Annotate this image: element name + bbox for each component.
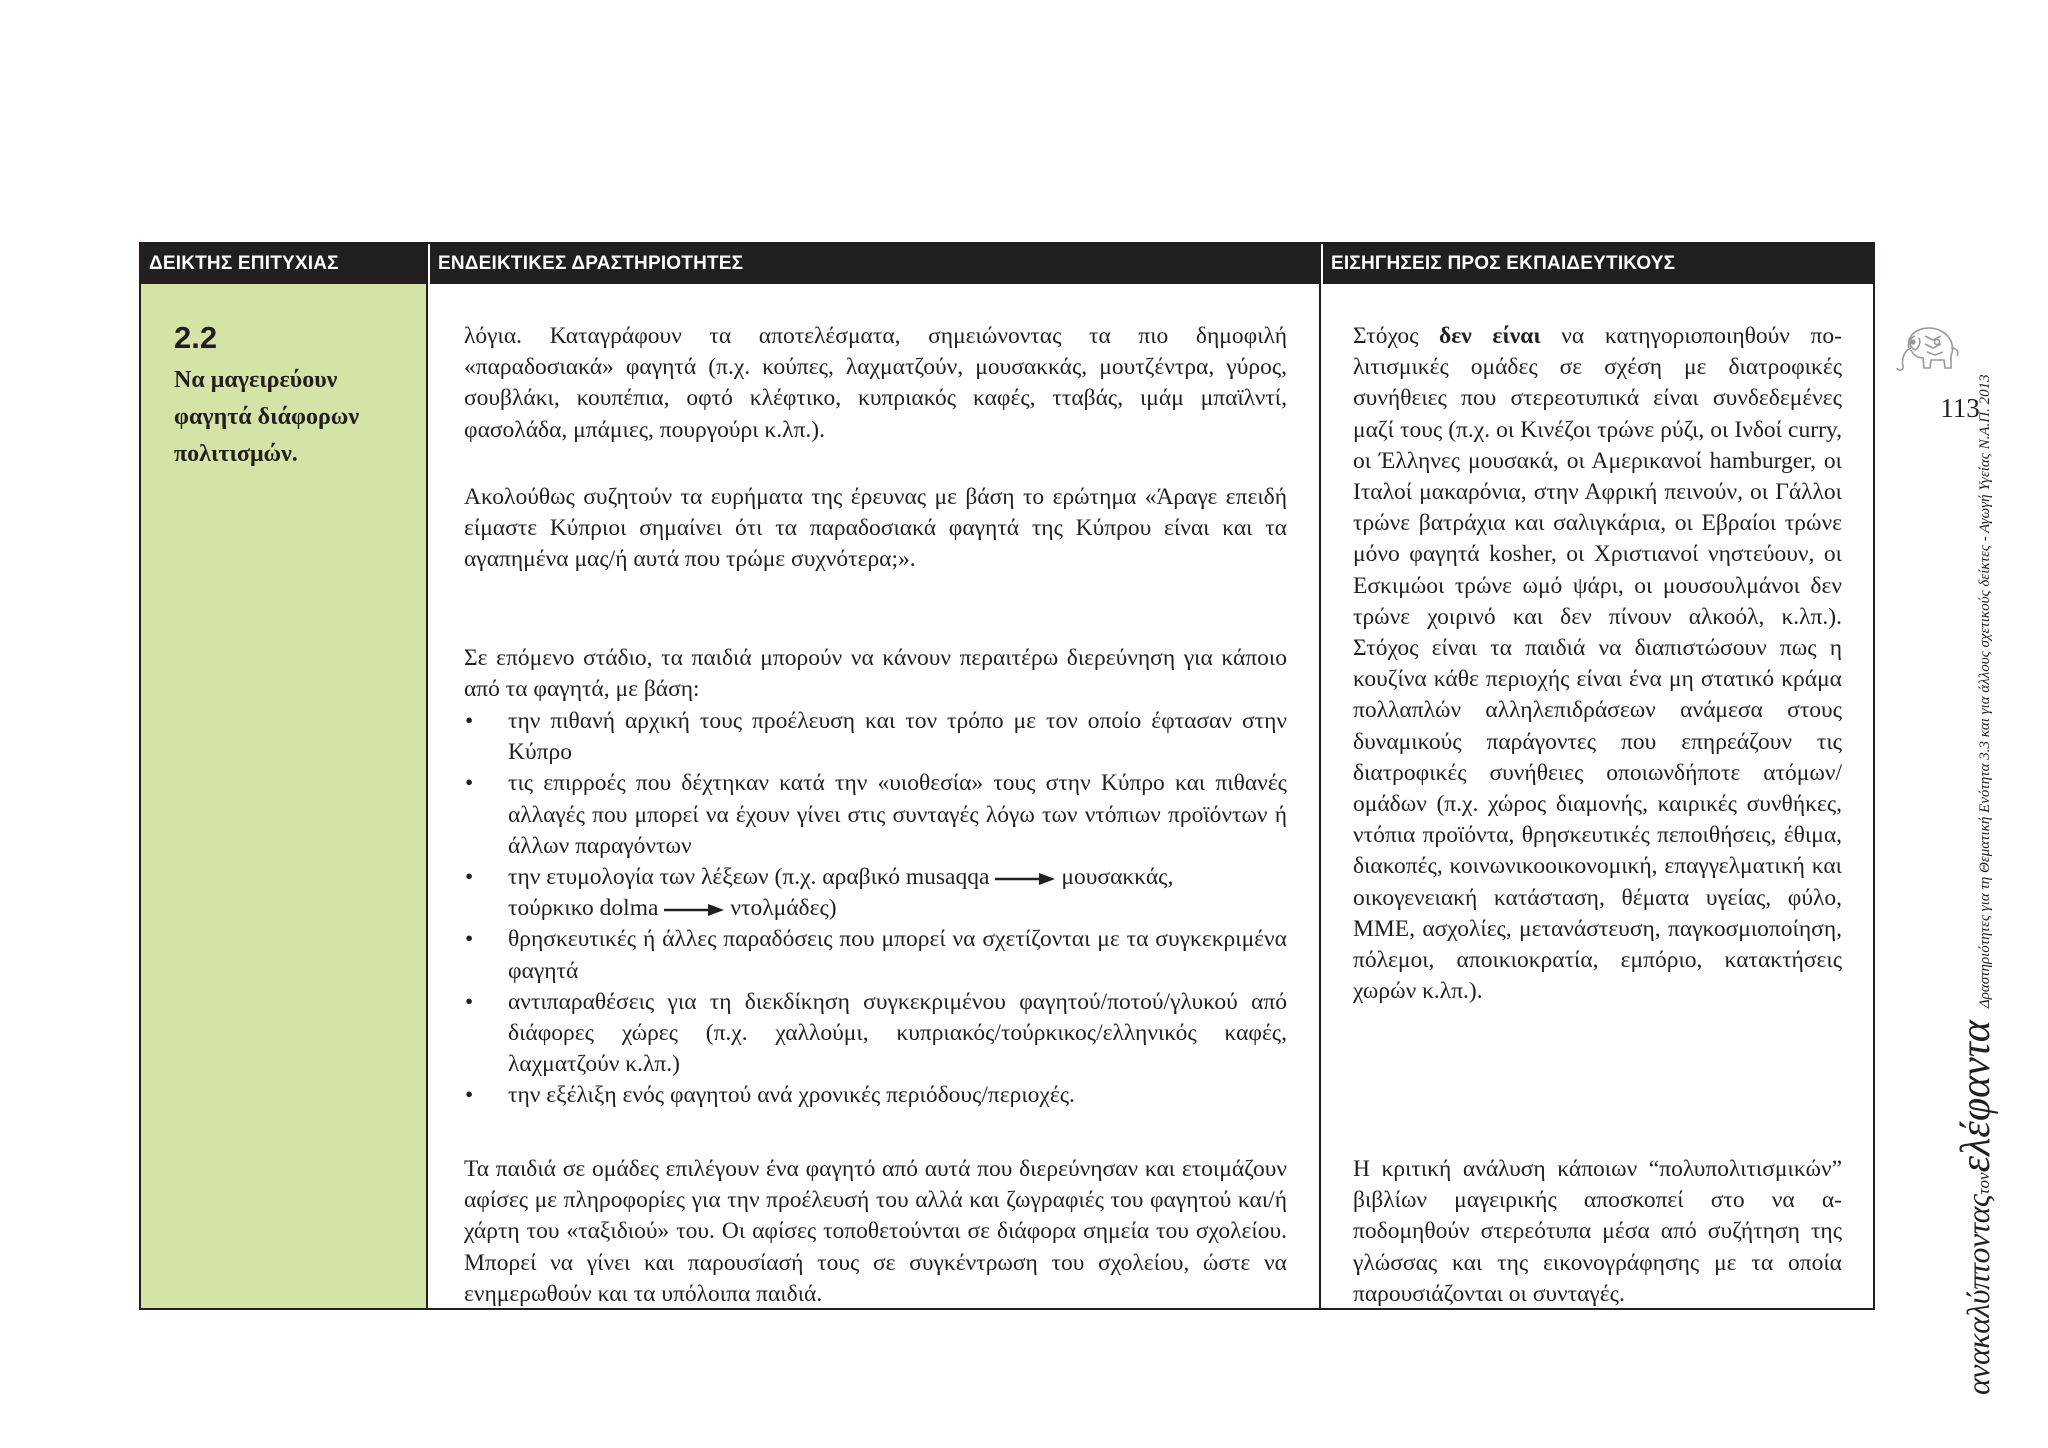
activities-paragraph-1: λόγια. Καταγράφουν τα αποτελέσματα, σημειώνοντας τα πιο δημοφιλή «παραδοσιακά» φαγητά (π.χ. κούπες, λαχματζούν, μουσακκάς, μουτζέντρα, γύρος, σουβλάκι, κουπέπια, οφτό κλέφτικο, κυπριακός καφές, τταβάς, ιμάμ μπαϊλντί, φασολάδα, μπάμιες, πουργούρι κ.λπ.). [464,323,1287,443]
series-credit [1952,374,2000,1395]
etymology-target-1: μουσακκάς, [1061,864,1174,891]
curriculum-table [139,242,1875,1310]
activities-paragraph-2: Ακολούθως συζητούν τα ευρήματα της έρευνας με βάση το ερώτημα «Άραγε επειδή είμαστε Κύπριοι σημαίνει ότι τα παραδοσιακά φαγητά της Κύπρου είναι και τα αγαπημένα μας/ή αυτά που τρώμε συχνότερα;». [464,484,1287,573]
indicator-title: Να μαγειρεύουν φαγητά διάφορων πολιτισμών. [174,367,360,467]
activities-bullet-list [464,706,1287,1112]
indicator-number: 2.2 [174,320,218,355]
activities-paragraph-3: Σε επόμενο στάδιο, τα παιδιά μπορούν να κάνουν περαιτέρω διερεύνηση για κάποιο από τα φαγητά, με βάση: [464,645,1287,703]
etymology-source-2: τούρκικο dolma [508,895,659,922]
header-indicative-activities: ΕΝΔΕΙΚΤΙΚΕΣ ΔΡΑΣΤΗΡΙΟΤΗΤΕΣ [428,244,1321,284]
suggestions-column [1321,284,1875,1308]
page-number: 113 [1940,393,1980,423]
credit-title-part-3: ελέφαντα [1953,1020,1999,1173]
list-item: • θρησκευτικές ή άλλες παραδόσεις που μπορεί να σχετίζονται με τα συγκεκριμένα φαγητά [464,924,1287,986]
list-item: • την εξέλιξη ενός φαγητού ανά χρονικές περιόδους/περιοχές. [464,1080,1287,1111]
list-item: • την πιθανή αρχική τους προέλευση και τον τρόπο με τον οποίο έφτασαν στην Κύπρο [464,706,1287,768]
list-item: • αντιπαραθέσεις για τη διεκδίκηση συγκεκριμένου φαγητού/ποτού/γλυκού από διάφορες χώρες (π.χ. χαλλούμι, κυπριακός/τούρκικος/ελληνικός καφές, λαχματζούν κ.λπ.) [464,987,1287,1081]
suggestion-lead: Στόχος [1353,323,1440,349]
elephant-icon [1895,318,1961,378]
etymology-lead: την ετυμολογία των λέξεων (π.χ. αραβικό musaqqa [508,864,990,891]
header-success-indicator: ΔΕΙΚΤΗΣ ΕΠΙΤΥΧΙΑΣ [141,244,428,284]
right-arrow-icon [664,903,724,917]
indicator-column [141,284,428,1308]
right-arrow-icon [995,872,1055,886]
suggestions-paragraph-2: Η κριτική ανάλυση κάποιων “πολυπολιτισμικών” βιβλίων μαγειρικής αποσκοπεί στο να αποδομηθούν στερεότυπα μέσα από συζήτηση της γλώσσας και της εικονογράφησης με τα οποία παρουσιάζονται οι συνταγές. [1353,1156,1842,1307]
activities-column [428,284,1321,1308]
credit-title-part-2: τον [1974,1172,1993,1195]
header-teacher-suggestions: ΕΙΣΗΓΗΣΕΙΣ ΠΡΟΣ ΕΚΠΑΙΔΕΥΤΙΚΟΥΣ [1321,244,1875,284]
etymology-target-2: ντολμάδες) [730,895,837,922]
activities-paragraph-4: Τα παιδιά σε ομάδες επιλέγουν ένα φαγητό από αυτά που διερεύνησαν και ετοιμάζουν αφίσες με πληροφορίες για την προέλευσή του αλλά και ζωγραφιές του φαγητού και/ή χάρτη του «ταξιδιού» του. Οι αφίσες τοποθετούνται σε διάφορα σημεία του σχολείου. Μπορεί να γίνει και παρουσίασή τους σε συγκέντρωση του σχολείου, ώστε να ενημερωθούν και τα υπόλοιπα παιδιά. [464,1156,1287,1307]
suggestions-paragraph-1 [1353,321,1842,1007]
credit-subtitle: Δραστηριότητες για τη Θεματική Ενότητα 3.3 και για άλλους σχετικούς δείκτες - Αγωγή Υγείας Ν.Α.Π. 2013 [1977,374,1993,1009]
list-item: • τις επιρροές που δέχτηκαν κατά την «υιοθεσία» τους στην Κύπρο και πιθανές αλλαγές που μπορεί να έχουν γίνει στις συνταγές λόγω των ντόπιων προϊόντων ή άλλων παραγόντων [464,768,1287,862]
list-item-etymology [464,862,1287,924]
suggestion-emphasis: δεν είναι [1439,323,1541,349]
suggestion-body: να κατηγοριοποιηθούν πολιτισμικές ομάδες σε σχέση με διατροφικές συνήθειες που στερεοτυπικά είναι συνδεδεμένες μαζί τους (π.χ. οι Κινέζοι τρώνε ρύζι, οι Ινδοί curry, οι Έλληνες μουσακά, οι Αμερικανοί hamburger, οι Ιταλοί μακαρόνια, στην Αφρική πεινούν, οι Γάλλοι τρώνε βατράχια και σαλιγκάρια, οι Εβραίοι τρώνε μόνο φαγητά kosher, οι Χριστιανοί νηστεύουν, οι Εσκιμώοι τρώνε ωμό ψάρι, οι μουσουλμάνοι δεν τρώνε χοιρινό και δεν πίνουν αλκοόλ, κ.λπ.). Στόχος είναι τα παιδιά να διαπιστώσουν πως η κουζίνα κάθε περιοχής είναι ένα μη στατικό κράμα πολλαπλών αλληλεπιδράσεων ανάμεσα στους δυναμικούς παράγοντες που επηρεάζουν τις διατροφικές συνήθειες οποιωνδήποτε ατόμων/ομάδων (π.χ. χώρος διαμονής, καιρικές συνθήκες, ντόπια προϊόντα, θρησκευτικές πεποιθήσεις, έθιμα, διακοπές, κοινωνικοοικονομική, επαγγελματική και οικογενειακή κατάσταση, θέματα υγείας, φύλο, ΜΜΕ, ασχολίες, μετανάστευση, παγκοσμιοποίηση, πόλεμοι, αποικιοκρατία, εμπόριο, κατακτήσεις χωρών κ.λπ.). [1353,323,1842,1005]
credit-title-part-1: ανακαλύπτοντας [1960,1194,1996,1395]
